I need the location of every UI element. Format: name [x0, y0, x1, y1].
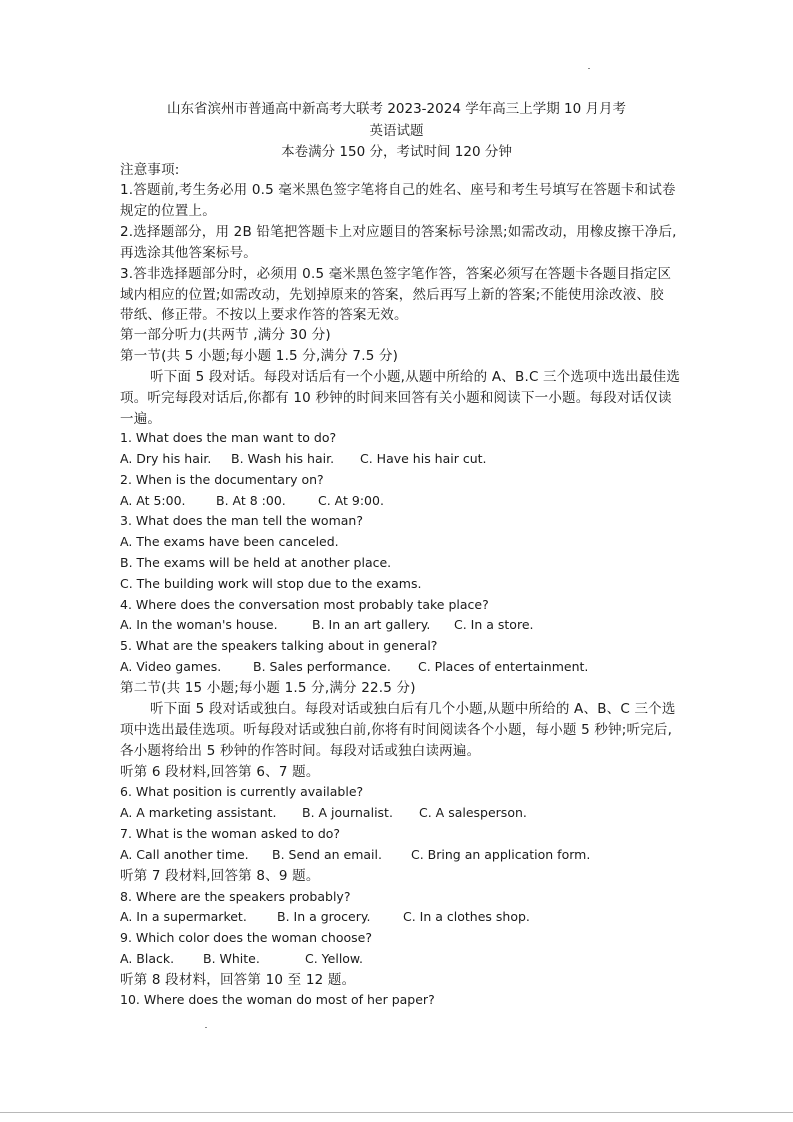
q5-option-b: B. Sales performance. — [253, 659, 391, 674]
page-bottom-rule — [0, 1112, 793, 1113]
scan-speck — [205, 1027, 207, 1028]
notes-heading: 注意事项: — [120, 162, 180, 178]
section1-instruction-3: 一遍。 — [120, 411, 162, 427]
section2-instruction-3: 各小题将给出 5 秒钟的作答时间。每段对话或独白读两遍。 — [120, 743, 481, 759]
q8-option-c: C. In a clothes shop. — [403, 909, 530, 924]
question-10-stem: 10. Where does the woman do most of her paper? — [120, 992, 435, 1007]
q1-option-a: A. Dry his hair. — [120, 451, 212, 466]
note-2-line-2: 再选涂其他答案标号。 — [120, 245, 257, 261]
q9-option-c: C. Yellow. — [305, 951, 363, 966]
q4-option-a: A. In the woman's house. — [120, 617, 278, 632]
q3-option-b: B. The exams will be held at another place. — [120, 555, 392, 570]
q3-option-a: A. The exams have been canceled. — [120, 534, 339, 549]
score-time: 本卷满分 150 分，考试时间 120 分钟 — [281, 144, 512, 160]
part1-heading: 第一部分听力(共两节 ,满分 30 分) — [120, 327, 331, 343]
q9-option-b: B. White. — [203, 951, 260, 966]
q2-option-b: B. At 8 :00. — [216, 493, 286, 508]
q8-option-b: B. In a grocery. — [277, 909, 371, 924]
note-3-line-1: 3.答非选择题部分时，必须用 0.5 毫米黑色签字笔作答，答案必须写在答题卡各题目指定区 — [120, 266, 672, 282]
exam-title: 山东省滨州市普通高中新高考大联考 2023-2024 学年高三上学期 10 月月考 — [167, 101, 626, 117]
q5-option-a: A. Video games. — [120, 659, 222, 674]
q6-option-b: B. A journalist. — [302, 805, 393, 820]
q8-option-a: A. In a supermarket. — [120, 909, 247, 924]
q6-option-a: A. A marketing assistant. — [120, 805, 277, 820]
prompt-material-8: 听第 8 段材料，回答第 10 至 12 题。 — [120, 972, 356, 988]
q4-option-c: C. In a store. — [454, 617, 534, 632]
section1-heading: 第一节(共 5 小题;每小题 1.5 分,满分 7.5 分) — [120, 348, 399, 364]
question-6-stem: 6. What position is currently available? — [120, 784, 364, 799]
section2-instruction-2: 项中选出最佳选项。听每段对话或独白前,你将有时间阅读各个小题，每小题 5 秒钟;听完后, — [120, 722, 673, 738]
q1-option-c: C. Have his hair cut. — [360, 451, 487, 466]
note-1-line-1: 1.答题前,考生务必用 0.5 毫米黑色签字笔将自己的姓名、座号和考生号填写在答题卡和试卷 — [120, 182, 676, 198]
question-7-stem: 7. What is the woman asked to do? — [120, 826, 341, 841]
q3-option-c: C. The building work will stop due to the exams. — [120, 576, 422, 591]
q5-option-c: C. Places of entertainment. — [418, 659, 589, 674]
section2-heading: 第二节(共 15 小题;每小题 1.5 分,满分 22.5 分) — [120, 680, 416, 696]
question-8-stem: 8. Where are the speakers probably? — [120, 889, 351, 904]
question-9-stem: 9. Which color does the woman choose? — [120, 930, 372, 945]
q1-option-b: B. Wash his hair. — [231, 451, 335, 466]
question-3-stem: 3. What does the man tell the woman? — [120, 513, 363, 528]
note-1-line-2: 规定的位置上。 — [120, 203, 216, 219]
question-4-stem: 4. Where does the conversation most probably take place? — [120, 597, 489, 612]
section1-instruction-1: 听下面 5 段对话。每段对话后有一个小题,从题中所给的 A、B.C 三个选项中选出最佳选 — [150, 369, 681, 385]
q4-option-b: B. In an art gallery. — [312, 617, 431, 632]
prompt-material-7: 听第 7 段材料,回答第 8、9 题。 — [120, 868, 320, 884]
section1-instruction-2: 项。听完每段对话后,你都有 10 秒钟的时间来回答有关小题和阅读下一小题。每段对话仅读 — [120, 390, 672, 406]
note-3-line-3: 带纸、修正带。不按以上要求作答的答案无效。 — [120, 307, 408, 323]
question-5-stem: 5. What are the speakers talking about in general? — [120, 638, 438, 653]
q6-option-c: C. A salesperson. — [419, 805, 527, 820]
question-1-stem: 1. What does the man want to do? — [120, 430, 337, 445]
q2-option-c: C. At 9:00. — [318, 493, 384, 508]
q9-option-a: A. Black. — [120, 951, 175, 966]
question-2-stem: 2. When is the documentary on? — [120, 472, 324, 487]
note-2-line-1: 2.选择题部分，用 2B 铅笔把答题卡上对应题目的答案标号涂黑;如需改动，用橡皮擦干净后, — [120, 224, 677, 240]
prompt-material-6: 听第 6 段材料,回答第 6、7 题。 — [120, 764, 320, 780]
note-3-line-2: 域内相应的位置;如需改动，先划掉原来的答案，然后再写上新的答案;不能使用涂改液、胶 — [120, 287, 664, 303]
q2-option-a: A. At 5:00. — [120, 493, 186, 508]
subject-title: 英语试题 — [369, 123, 424, 139]
q7-option-b: B. Send an email. — [272, 847, 382, 862]
q7-option-c: C. Bring an application form. — [411, 847, 591, 862]
section2-instruction-1: 听下面 5 段对话或独白。每段对话或独白后有几个小题,从题中所给的 A、B、C 三个选 — [150, 701, 676, 717]
q7-option-a: A. Call another time. — [120, 847, 249, 862]
scan-speck — [588, 68, 590, 69]
